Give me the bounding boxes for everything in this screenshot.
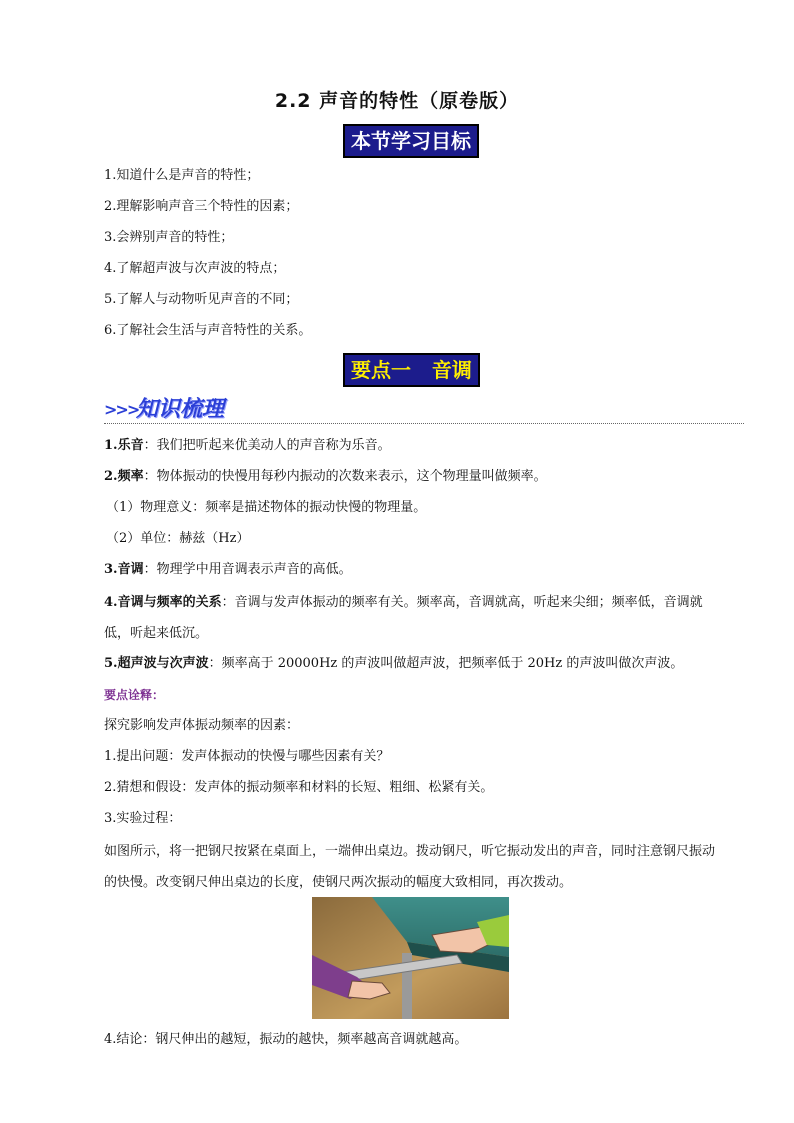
key-point-banner: 要点一 音调 <box>343 353 480 387</box>
frequency-unit: （2）单位：赫兹（Hz） <box>106 531 250 546</box>
note-label: 要点诠释： <box>104 688 165 702</box>
ruler-experiment-illustration <box>312 897 509 1019</box>
note-step: 4.结论：钢尺伸出的越短，振动的越快，频率越高音调就越高。 <box>104 1032 468 1047</box>
item-pitch: 3.音调：物理学中用音调表示声音的高低。 <box>104 562 352 577</box>
note-step: 1.提出问题：发声体振动的快慢与哪些因素有关？ <box>104 749 390 764</box>
note-step: 2.猜想和假设：发声体的振动频率和材料的长短、粗细、松紧有关。 <box>104 780 494 795</box>
learning-goals-banner: 本节学习目标 <box>343 124 479 158</box>
experiment-paragraph: 如图所示，将一把钢尺按紧在桌面上，一端伸出桌边。拨动钢尺，听它振动发出的声音，同时注意钢尺振动的快慢。改变钢尺伸出桌边的长度，使钢尺两次振动的幅度大致相同，再次拨动。 <box>104 844 716 890</box>
frequency-meaning: （1）物理意义：频率是描述物体的振动快慢的物理量。 <box>106 500 427 515</box>
item-frequency: 2.频率：物体振动的快慢用每秒内振动的次数来表示，这个物理量叫做频率。 <box>104 469 547 484</box>
knowledge-section-header <box>104 392 744 426</box>
goal-item: 1.知道什么是声音的特性； <box>104 168 260 183</box>
goal-item: 6.了解社会生活与声音特性的关系。 <box>104 323 312 338</box>
item-pitch-frequency: 4.音调与频率的关系：音调与发声体振动的频率有关。频率高，音调就高，听起来尖细；频率低，音调就低，听起来低沉。 <box>104 595 703 641</box>
goal-item: 3.会辨别声音的特性； <box>104 230 234 245</box>
note-step: 3.实验过程： <box>104 811 182 826</box>
triple-arrow-icon: >>> <box>104 400 139 419</box>
section-title: 知识梳理 <box>136 397 225 422</box>
item-music-tone: 1.乐音：我们把听起来优美动人的声音称为乐音。 <box>104 438 391 453</box>
goal-item: 2.理解影响声音三个特性的因素； <box>104 199 299 214</box>
page-title: 2.2 声音的特性（原卷版） <box>274 90 520 112</box>
dotted-divider <box>104 423 744 424</box>
item-ultra-infra-sound: 5.超声波与次声波：频率高于 20000Hz 的声波叫做超声波，把频率低于 20Hz 的声波叫做次声波。 <box>104 656 684 671</box>
note-intro: 探究影响发声体振动频率的因素： <box>104 718 300 733</box>
goal-item: 4.了解超声波与次声波的特点； <box>104 261 286 276</box>
goal-item: 5.了解人与动物听见声音的不同； <box>104 292 299 307</box>
